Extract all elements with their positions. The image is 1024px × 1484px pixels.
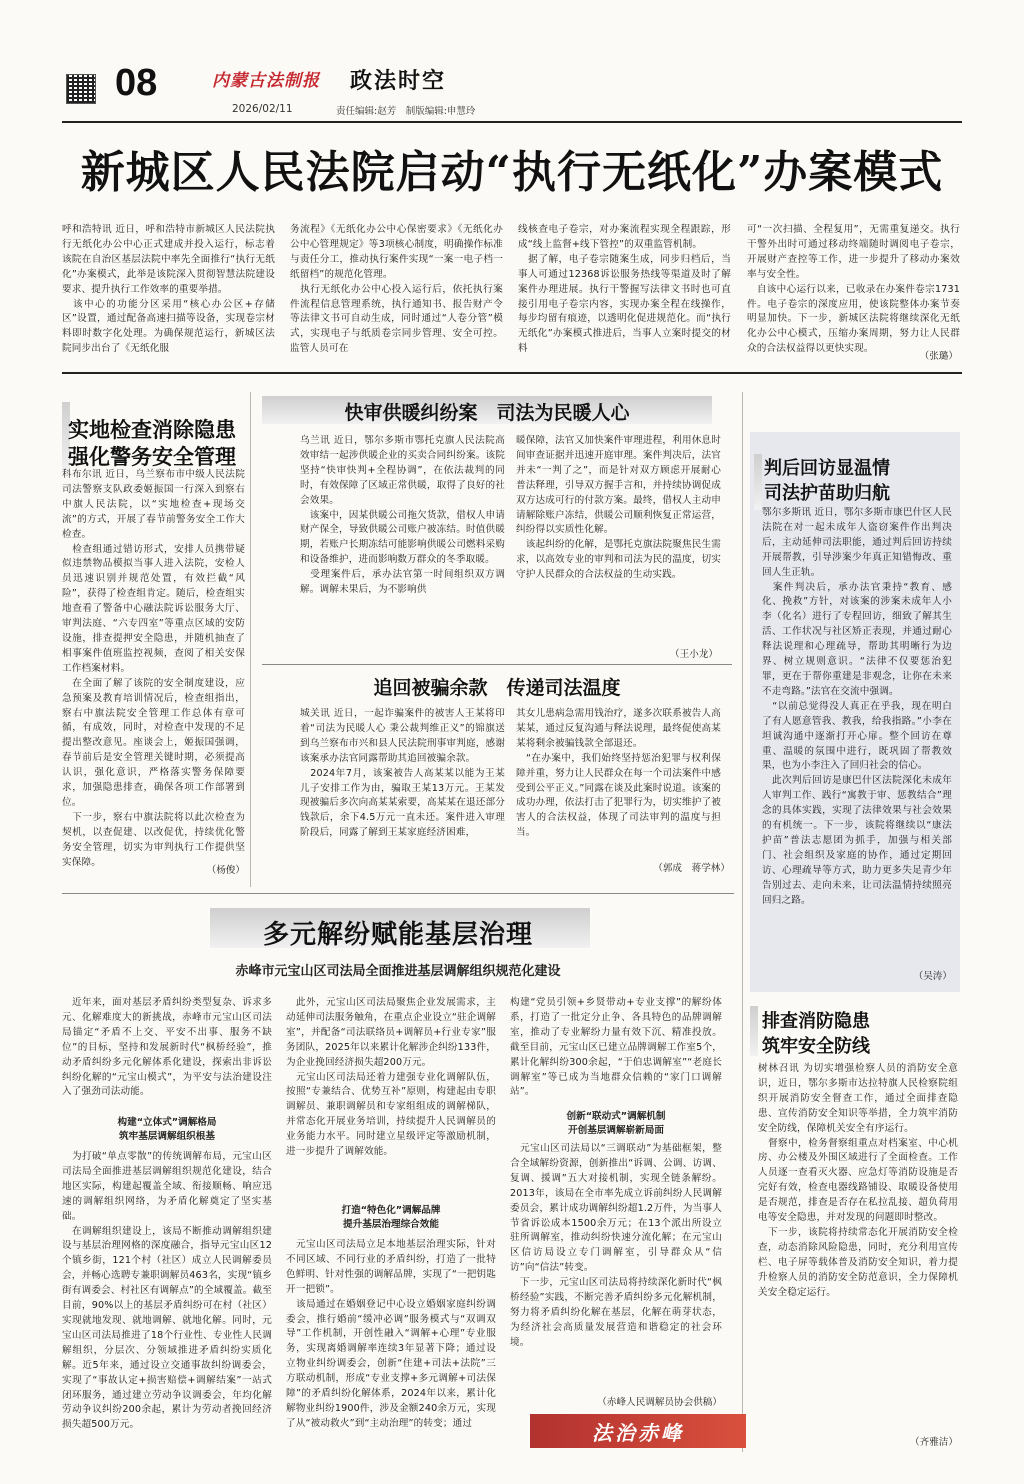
column-divider — [250, 392, 251, 887]
fraud-column-1: 城关讯 近日，一起诈骗案件的被害人王某将印着“司法为民暖人心 秉公裁判维正义”的锦旗送到乌兰察布市兴和县人民法院刑事审判庭，感谢该案承办法官同露帮助其追回被骗余款。 2024年7月，该案被告人高某某以能为王某儿子安排工作为由，骗取王某13万元。王某发现被骗后多次向高某某索要，高某某在退还部分钱款后，余下4.5万元一直未还。案件进入审理阶段后，同露了解到王某家庭经济困难， — [300, 708, 505, 839]
lead-column-3: 线核查电子卷宗，对办案流程实现全程跟踪，形成“线上监督+线下管控”的双重监管机制。 据了解，电子卷宗随案生成，同步归档后，当事人可通过12368诉讼服务热线等渠道及时了解案件办理进展。执行干警握写法律文书时也可直接引用电子卷宗内容，实现办案全程在线操作，每步均留有痕迹，以透明化促进规范化。而“执行无纸化”办案模式推进后，当事人立案时提交的材料 — [518, 224, 731, 355]
heating-column-2: 暖保障，法官又加快案件审理进程，利用休息时间审查证据并迅速开庭审理。案件判决后，法官并未“一判了之”，而是针对双方顾虑开展耐心普法释理，引导双方握手言和，并持续协调促成双方达成可行的付款方案。最终，借权人主动申请解除账户冻结，供暖公司顺利恢复正常运营，纠纷得以实质性化解。 该起纠纷的化解，是鄂托克旗法院聚焦民生需求，以高效专业的审判和司法为民的温度，切实守护人民群众的合法权益的生动实践。 — [516, 435, 721, 581]
revisit-signature: （吴涛） — [913, 971, 952, 982]
fraud-title: 追回被骗余款 传递司法温度 — [373, 677, 621, 699]
header-rule — [62, 121, 962, 123]
mediation-subhead-3: 创新“联动式”调解机制 开创基层调解崭新局面 — [566, 1111, 666, 1136]
lead-rule — [62, 372, 962, 374]
mediation-subhead-2: 打造“特色化”调解品牌 提升基层治理综合效能 — [341, 1205, 441, 1230]
heating-column-1: 乌兰讯 近日，鄂尔多斯市鄂托克旗人民法院高效审结一起涉供暖企业的买卖合同纠纷案。该院坚持“快审快判+全程协调”，在依法裁判的同时，有效保障了区域正常供暖，取得了良好的社会效果。 该案中，因某供暖公司拖欠货款，借权人申请财产保全，导致供暖公司账户被冻结。时值供暖期，若账户长期冻结可能影响供暖公司燃料采购和设备维护，进而影响数万群众的冬季取暖。 受理案件后，承办法官第一时间组织双方调解。调解未果后，为不影响供 — [300, 435, 505, 596]
heating-signature: （王小龙） — [670, 649, 718, 660]
mediation-subhead-1: 构建“立体式”调解格局 筑牢基层调解组织根基 — [117, 1117, 217, 1142]
qr-code — [66, 74, 96, 104]
fazhi-chifeng-stamp: 法治赤峰 — [530, 1414, 746, 1448]
fire-body: 树林召讯 为切实增强检察人员的消防安全意识，近日，鄂尔多斯市达拉特旗人民检察院组织开展消防安全督查工作，通过全面排查隐患、宣传消防安全知识等举措，全力筑牢消防安全防线，保障机关安全有序运行。 督察中，检务督察组重点对档案室、中心机房、办公楼及外围区域进行了全面检查。工作人员逐一查看灭火器、应急灯等消防设施是否完好有效，检查电器线路铺设、取暖设备使用是否规范，排查是否存在私拉乱接、超负荷用电等安全隐患，并对发现的问题即时整改。 下一步，该院将持续常态化开展消防安全检查，动态消除风险隐患，同时，充分利用宣传栏、电子屏等载体普及消防安全知识，着力提升检察人员的消防安全防范意识，全力保障机关安全稳定运行。 — [758, 1063, 958, 1298]
bottom-rule — [62, 893, 734, 894]
title-accent — [750, 1006, 758, 1056]
newspaper-logo: 内蒙古法制报 — [212, 71, 320, 91]
lead-column-2: 务流程》《无纸化办公中心保密要求》《无纸化办公中心管理规定》等3项核心制度，明确操作标准与责任分工，推动执行案件实现“一案一电子档一纸留档”的规范化管理。 执行无纸化办公中心投入运行后，依托执行案件流程信息管理系统，执行通知书、报告财产令等法律文书可自动生成，同时通过“人卷分管”模式，实现电子与纸质卷宗同步管理、安全可控。监管人员可在 — [290, 224, 503, 355]
lead-headline: 新城区人民法院启动“执行无纸化”办案模式 — [80, 147, 944, 198]
revisit-body: 鄂尔多斯讯 近日，鄂尔多斯市康巴什区人民法院在对一起未成年人盗窃案件作出判决后，主动延伸司法职能，通过判后回访持续开展帮教，引导涉案少年真正知错悔改、重回人生正轨。 案件判决后，承办法官秉持“教育、感化、挽救”方针，对该案的涉案未成年人小李（化名）进行了专程回访，细致了解其生活、工作状况与社区矫正表现，并通过耐心释法说理和心理疏导，帮助其明晰行为边界、树立规则意识。“法律不仅要惩治犯罪，更在于帮你重建是非观念，让你在未来不走弯路。”法官在交流中强调。 “以前总觉得没人真正在乎我，现在明白了有人愿意管我、教我，给我指路。”小李在坦诚沟通中逐渐打开心扉。整个回访在尊重、温暖的氛围中进行，既巩固了帮教效果，也为小李注入了回归社会的信心。 此次判后回访是康巴什区法院深化未成年人审判工作、践行“寓教于审、惩教结合”理念的具体实践，实现了法律效果与社会效果的有机统一。下一步，该院将继续以“康法护苗”普法志愿团为抓手，加强与相关部门、社会组织及家庭的协作，通过定期回访、心理疏导等方式，助力更多失足青少年告别过去、走向未来，让司法温情持续照亮回归之路。 — [762, 507, 952, 906]
mediation-signature: （赤峰人民调解员协会供稿） — [597, 1397, 722, 1408]
lead-column-1: 呼和浩特讯 近日，呼和浩特市新城区人民法院执行无纸化办公中心正式建成并投入运行，标志着该院在自治区基层法院中率先全面推行“执行无纸化”办案模式，此举是该院深入贯彻智慧法院建设要求、提升执行工作效率的重要举措。 该中心的功能分区采用“核心办公区+存储区”设置，通过配备高速扫描等设备，实现卷宗材料即时数字化处理。为确保规范运行，新城区法院同步出台了《无纸化服 — [62, 224, 275, 355]
lead-column-4: 可“一次扫描、全程复用”，无需重复递交。执行干警外出时可通过移动终端随时调阅电子卷宗，开展财产查控等工作，进一步提升了移动办案效率与安全性。 自该中心运行以来，已收录在办案件卷宗1731件。电子卷宗的深度应用，使该院整体办案节奏明显加快。下一步，新城区法院将继续深化无纸化办公中心模式，压缩办案周期，努力让人民群众的合法权益得以更快实现。 — [747, 224, 960, 355]
mediation-subtitle: 赤峰市元宝山区司法局全面推进基层调解组织规范化建设 — [235, 964, 561, 979]
inspection-title: 实地检查消除隐患 强化警务安全管理 — [68, 417, 236, 469]
fraud-column-2: 其女儿患病急需用钱治疗，遂多次联系被告人高某某，通过反复沟通与释法说理，最终促使高某某将剩余被骗钱款全部退还。 “在办案中，我们始终坚持惩治犯罪与权利保障并重，努力让人民群众在每一个司法案件中感受到公平正义。”同露在谈及此案时说道。该案的成功办理，依法打击了犯罪行为，切实维护了被害人的合法权益，体现了司法审判的温度与担当。 — [516, 708, 721, 839]
heating-title: 快审供暖纠纷案 司法为民暖人心 — [344, 402, 630, 424]
title-accent — [754, 454, 762, 510]
mediation-column-1-body: 为打破“单点零散”的传统调解布局，元宝山区司法局全面推进基层调解组织规范化建设，结合地区实际，构建起覆盖全域、衔接顺畅、响应迅速的调解组织网络，为矛盾化解奠定了坚实基础。 在调解组织建设上，该局不断推动调解组织建设与基层治理网格的深度融合，指导元宝山区12个镇乡街，121个村（社区）成立人民调解委员会，并畅心选聘专兼职调解员463名，实现“镇乡街有调委会、村社区有调解点”的全域覆盖。截至目前，90%以上的基层矛盾纠纷可在村（社区）实现就地发现、就地调解、就地化解。同时，元宝山区司法局推进了18个行业性、专业性人民调解组织，分层次、分领域推进矛盾纠纷实质化解。近5年来，通过设立交通事故纠纷调委会，实现了“事故认定+损害赔偿+调解结案”一站式闭环服务，通过建立劳动争议调委会，年均化解劳动争议纠纷200余起，累计为劳动者挽回经济损失超500万元。 — [62, 1151, 272, 1431]
mediation-column-3-intro: 构建“党员引领+乡贤带动+专业支撑”的解纷体系，打造了一批定分止争、各具特色的品牌调解室，推动了专业解纷力量有效下沉、精准投放。截至目前，元宝山区已建立品牌调解工作室5个，累计化解纠纷300余起，“于伯忠调解室”“老庭长调解室”等已成为当地群众信赖的“家门口调解站”。 — [510, 997, 722, 1098]
mediation-column-3-body: 元宝山区司法局以“三调联动”为基础框架，整合全域解纷资源，创新推出“诉调、公调、访调、复调、援调”五大对接机制，实现全链条解纷。2013年，该局在全市率先成立诉前纠纷人民调解委员会，累计成功调解纠纷超1.2万件，为当事人节省诉讼成本1500余万元；在13个派出所设立驻所调解室，推动纠纷快速分流化解；在元宝山区信访局设立专门调解室，引导群众从“信访”向“信法”转变。 下一步，元宝山区司法局将持续深化新时代“枫桥经验”实践，不断完善矛盾纠纷多元化解机制，努力将矛盾纠纷化解在基层，化解在萌芽状态，为经济社会高质量发展营造和谐稳定的社会环境。 — [510, 1143, 722, 1348]
fire-title: 排查消防隐患 筑牢安全防线 — [762, 1011, 870, 1057]
mediation-title: 多元解纷赋能基层治理 — [262, 920, 533, 950]
page-number: 08 — [115, 62, 158, 104]
column-divider-right — [742, 392, 743, 1452]
mediation-column-1-intro: 近年来，面对基层矛盾纠纷类型复杂、诉求多元、化解难度大的新挑战，赤峰市元宝山区司法局锚定“矛盾不上交、平安不出事、服务不缺位”的目标，坚持和发展新时代“枫桥经验”，推动矛盾纠纷多元化解体系化建设，探索出非诉讼纠纷化解的“元宝山模式”，为平安与法治建设注入了强劲司法动能。 — [62, 997, 272, 1098]
mediation-column-2-intro: 此外，元宝山区司法局聚焦企业发展需求，主动延伸司法服务触角，在重点企业设立“驻企调解室”，并配备“司法联络员+调解员+行业专家”服务团队，2025年以来累计化解涉企纠纷133件，为企业挽回经济损失超200万元。 元宝山区司法局还着力建强专业化调解队伍，按照“专兼结合、优势互补”原则，构建起由专职调解员、兼职调解员和专家组组成的调解梯队，并常态化开展业务培训，持续提升人民调解员的业务能力水平。同时建立星级评定等激励机制，进一步提升了调解效能。 — [286, 997, 496, 1158]
mediation-column-2-body: 元宝山区司法局立足本地基层治理实际，针对不同区域、不同行业的矛盾纠纷，打造了一批特色鲜明、针对性强的调解品牌，实现了“一把钥匙开一把锁”。 该局通过在婚姻登记中心设立婚姻家庭纠纷调委会，推行婚前“缓冲必调”服务模式与“双调双导”工作机制，开创性融入“调解+心理”专业服务，实现离婚调解率连续3年显著下降；通过设立物业纠纷调委会，创新“住建+司法+法院”三方联动机制，形成“专业支撑+多元调解+司法保障”的矛盾纠纷化解体系，2024年以来，累计化解物业纠纷1900件，涉及金额240余万元，实现了从“被动救火”到“主动治理”的转变；通过 — [286, 1239, 496, 1429]
lead-signature: （张璐） — [919, 351, 958, 362]
fire-signature: （齐雅洁） — [910, 1437, 958, 1448]
inspection-body: 科布尔讯 近日，乌兰察布市中级人民法院司法警察支队政委姬振国一行深入到察右中旗人民法院，以“实地检查+现场交流”的方式，开展了春节前警务安全工作大检查。 检查组通过错访形式，安排人员携带疑似违禁物品模拟当事人进入法院，安检人员迅速识别并规范处置，有效拦截“风险”，获得了检查组肯定。随后，检查组实地查看了警备中心融法院诉讼服务大厅、审判法庭、“六专四室”等重点区域的安防设施，排查提押安全隐患，并随机抽查了相事案件值班监控视频，查阅了相关安保工作档案材料。 在全面了解了该院的安全制度建设，应急预案及教育培训情况后，检查组指出，察右中旗法院安全管理工作总体有章可循，有成效，同时，对检查中发现的不足提出整改意见。座谈会上，姬振国强调，春节前后是安全管理关键时期，必须提高认识，强化意识，严格落实警务保障要求，加强隐患排查，确保各项工作部署到位。 下一步，察右中旗法院将以此次检查为契机，以查促建、以改促优，持续优化警务安全管理，切实为审判执行工作提供坚实保障。 — [62, 469, 245, 868]
issue-date: 2026/02/11 — [232, 103, 293, 115]
middle-rule — [262, 664, 732, 665]
editor-credits: 责任编辑:赵芳 制版编辑:申慧玲 — [336, 106, 476, 117]
revisit-title: 判后回访显温情 司法护苗助归航 — [764, 458, 890, 504]
inspection-signature: （杨俊） — [206, 865, 245, 876]
section-title: 政法时空 — [350, 68, 447, 94]
fraud-signature: （郭成 蒋学林） — [653, 863, 730, 874]
